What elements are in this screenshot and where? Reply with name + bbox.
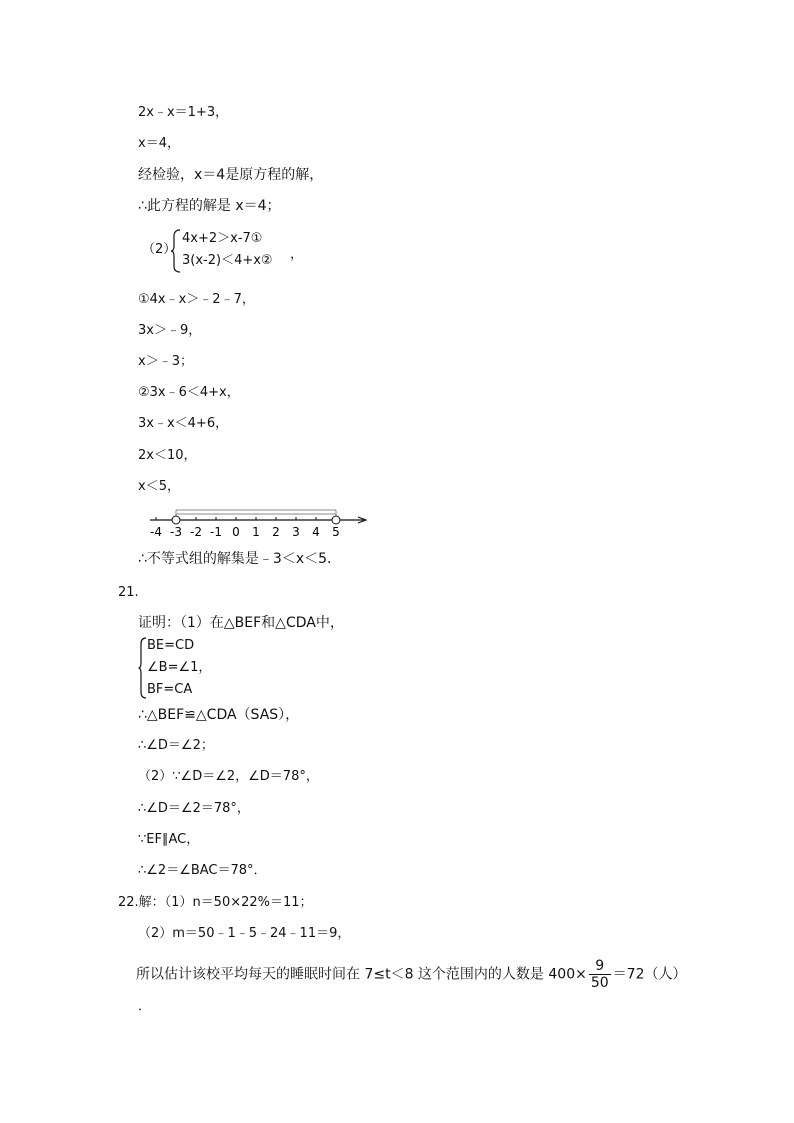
number-line: [136, 500, 376, 544]
tick-label: 0: [232, 525, 240, 539]
q20-line-2: x＝4，: [138, 136, 180, 151]
open-point-neg3: [172, 516, 180, 524]
q22-line-2: （2）m＝50﹣1﹣5﹣24﹣11＝9，: [138, 926, 351, 941]
q21-line-4: （2）∵∠D＝∠2，∠D＝78°，: [138, 769, 319, 784]
q22-line-4: ．: [138, 999, 152, 1014]
q20-line-1: 2x﹣x＝1+3，: [138, 105, 229, 120]
sys-line-3: BF=CA: [147, 682, 193, 697]
q20-step-3: x＞﹣3；: [138, 354, 193, 369]
open-point-5: [332, 516, 340, 524]
sys-line-1: BE=CD: [147, 638, 195, 653]
q20-step-2: 3x＞﹣9，: [138, 323, 202, 338]
q20-step-7: x＜5，: [138, 479, 180, 494]
fraction-numerator: 9: [589, 958, 611, 975]
fraction-denominator: 50: [590, 975, 609, 991]
q20-step-5: 3x﹣x＜4+6，: [138, 416, 229, 431]
fraction: [589, 958, 611, 991]
q20-step-6: 2x＜10，: [138, 448, 197, 463]
q21-line-7: ∴∠2＝∠BAC＝78°．: [138, 863, 267, 878]
sys-line-2: ∠B=∠1，: [147, 660, 212, 675]
sys-equation-2: 3(x-2)＜4+x②: [182, 253, 273, 268]
tick-label: 2: [272, 525, 280, 539]
tick-label: -3: [170, 525, 182, 539]
tick-label: 1: [252, 525, 260, 539]
tick-label: 5: [332, 525, 340, 539]
sys-equation-1: 4x+2＞x-7①: [182, 231, 263, 246]
q20-step-4: ②3x﹣6＜4+x，: [138, 385, 240, 400]
q21-number: 21.: [118, 585, 139, 600]
q22-line-3-text: 所以估计该校平均每天的睡眠时间在 7≤t＜8 这个范围内的人数是 400×: [136, 966, 587, 983]
tick-label: -4: [150, 525, 162, 539]
q21-line-5: ∴∠D＝∠2＝78°，: [138, 801, 250, 816]
q21-line-1: 证明：（1）在△BEF和△CDA中，: [138, 615, 344, 631]
q22-line-3-result: ＝72（人）: [612, 966, 687, 983]
brace-icon: [170, 228, 182, 274]
q20-line-4: ∴此方程的解是 x＝4；: [138, 198, 281, 214]
tick-label: 4: [312, 525, 320, 539]
tick-label: 3: [292, 525, 300, 539]
tick-label: -2: [190, 525, 202, 539]
sys-comma: ，: [290, 247, 304, 262]
tick-label: -1: [210, 525, 222, 539]
q20-conclusion: ∴不等式组的解集是﹣3＜x＜5．: [138, 551, 342, 567]
q20-part2-label: （2）: [142, 242, 177, 257]
q21-line-6: ∵EF∥AC，: [138, 832, 200, 847]
q21-line-2: ∴△BEF≌△CDA（SAS），: [138, 707, 300, 723]
q21-line-3: ∴∠D＝∠2；: [138, 738, 214, 753]
q20-line-3: 经检验，x＝4是原方程的解，: [138, 167, 324, 183]
q22-line-3: [136, 958, 687, 991]
q22-line-1: 22.解：（1）n＝50×22%＝11；: [118, 895, 313, 910]
q20-step-1: ①4x﹣x＞﹣2﹣7，: [138, 292, 255, 307]
